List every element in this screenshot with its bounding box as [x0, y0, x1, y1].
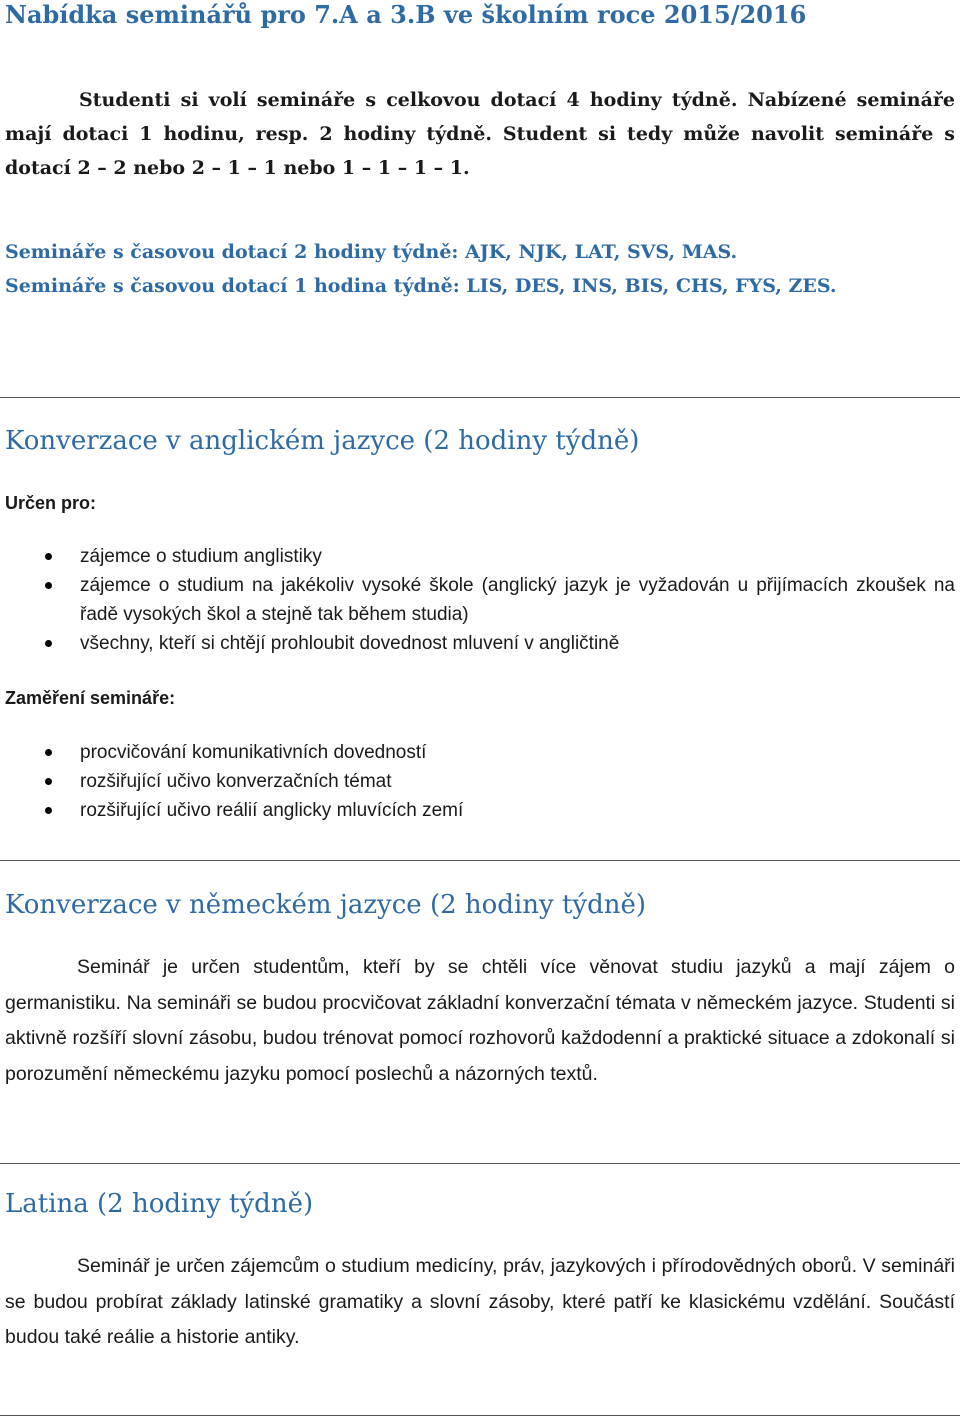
latin-text: Seminář je určen zájemcům o studium medicíny, práv, jazykových i přírodovědných oborů. V semináři se budou probírat základy latinské gramatiky a slovní zásoby, které patří ke klasickému vzdělání. Součástí budou také reálie a historie antiky. — [5, 1255, 955, 1348]
bullet-icon — [45, 749, 52, 756]
latin-section-title: Latina (2 hodiny týdně) — [5, 1189, 314, 1219]
list-item: zájemce o studium anglistiky — [0, 542, 955, 571]
bullet-icon — [45, 553, 52, 560]
bullet-icon — [45, 778, 52, 785]
bullet-icon — [45, 807, 52, 814]
document-title: Nabídka seminářů pro 7.A a 3.B ve školním roce 2015/2016 — [5, 0, 807, 29]
list-item: procvičování komunikativních dovedností — [0, 738, 955, 767]
section-divider — [0, 1163, 960, 1164]
english-for-list — [0, 542, 955, 658]
section-divider — [0, 397, 960, 398]
allocation-1h: Semináře s časovou dotací 1 hodina týdně: LIS, DES, INS, BIS, CHS, FYS, ZES. — [5, 275, 837, 297]
section-divider — [0, 860, 960, 861]
latin-paragraph — [5, 1249, 955, 1356]
bullet-icon — [45, 640, 52, 647]
bullet-icon — [45, 582, 52, 589]
intro-text: Studenti si volí semináře s celkovou dotací 4 hodiny týdně. Nabízené semináře mají dotaci 1 hodinu, resp. 2 hodiny týdně. Student si tedy může navolit semináře s dotací 2 – 2 nebo 2 – 1 – 1 nebo 1 – 1 – 1 – 1. — [5, 89, 955, 179]
section-divider — [0, 1415, 960, 1416]
list-item: rozšiřující učivo reálií anglicky mluvících zemí — [0, 796, 955, 825]
english-focus-list — [0, 738, 955, 825]
german-text: Seminář je určen studentům, kteří by se chtěli více věnovat studiu jazyků a mají zájem o germanistiku. Na semináři se budou procvičovat základní konverzační témata v německém jazyce. Studenti si aktivně rozšíří slovní zásobu, budou trénovat pomocí rozhovorů každodenní a praktické situace a zdokonalí si porozumění německému jazyku pomocí poslechů a názorných textů. — [5, 956, 955, 1085]
german-section-title: Konverzace v německém jazyce (2 hodiny týdně) — [5, 890, 647, 920]
list-item: všechny, kteří si chtějí prohloubit dovednost mluvení v angličtině — [0, 629, 955, 658]
english-section-title: Konverzace v anglickém jazyce (2 hodiny týdně) — [5, 426, 640, 456]
list-item: zájemce o studium na jakékoliv vysoké škole (anglický jazyk je vyžadován u přijímacích zkoušek na řadě vysokých škol a stejně tak během studia) — [0, 571, 955, 629]
english-focus-label: Zaměření semináře: — [5, 688, 176, 708]
list-item: rozšiřující učivo konverzačních témat — [0, 767, 955, 796]
english-for-label: Určen pro: — [5, 493, 97, 513]
intro-paragraph — [5, 83, 955, 185]
allocation-2h: Semináře s časovou dotací 2 hodiny týdně: AJK, NJK, LAT, SVS, MAS. — [5, 241, 738, 263]
german-paragraph — [5, 950, 955, 1092]
